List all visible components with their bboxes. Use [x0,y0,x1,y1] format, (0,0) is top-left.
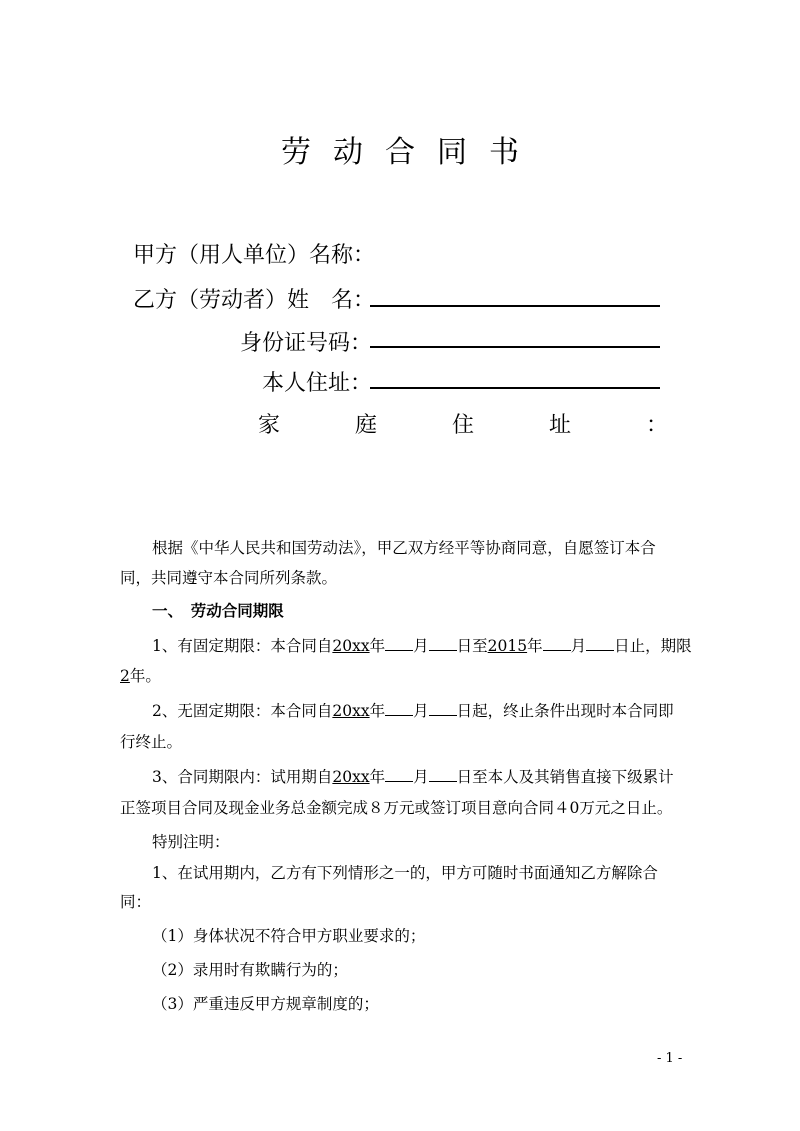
trial-line-1 [152,766,674,788]
party-b-name-blank[interactable] [370,305,660,307]
document-title: 劳动合同书 [281,135,541,170]
open-day-blank[interactable] [429,701,457,716]
fixed-suffix: 年。 [129,667,161,685]
trial-month-char: 月 [413,768,429,786]
fixed-term-line-1 [152,635,692,657]
clause-1-line-2: 同： [120,893,152,911]
fixed-until: 日至 [456,637,488,655]
id-number-label: 身份证号码： [240,331,373,356]
open-year-char: 年 [369,702,386,720]
open-month-char: 月 [413,702,429,720]
fixed-year-char: 年 [527,637,543,655]
address-blank[interactable] [370,387,660,389]
address-label: 本人住址： [262,371,373,396]
fixed-month-char: 月 [413,637,429,655]
trial-month-blank[interactable] [385,767,413,782]
home-char: 家 [258,413,281,438]
home-char: 庭 [354,413,377,438]
fixed-start-day-blank[interactable] [429,636,457,651]
trial-day-blank[interactable] [429,767,457,782]
intro-line-2: 同，共同遵守本合同所列条款。 [120,569,338,587]
section-title-term: 一、 劳动合同期限 [152,602,284,620]
home-address-label [258,408,668,439]
party-a-label: 甲方（用人单位）名称： [133,243,376,268]
fixed-end-month-blank[interactable] [543,636,571,651]
home-char: 址 [548,413,571,438]
clause-1-line-1: 1、在试用期内，乙方有下列情形之一的，甲方可随时书面通知乙方解除合 [152,864,658,882]
trial-line-2: 正签项目合同及现金业务总金额完成８万元或签订项目意向合同４0万元之日止。 [120,799,673,817]
fixed-years: 2 [120,667,130,685]
party-b-name-label: 乙方（劳动者）姓 名： [133,288,376,313]
clause-item-1: （1）身体状况不符合甲方职业要求的； [152,927,426,945]
fixed-period-text: 日止，期限 [614,637,692,655]
trial-prefix: 3、合同期限内：试用期自 [152,768,333,786]
open-term-line-2: 行终止。 [120,733,183,751]
special-note: 特别注明： [152,833,230,851]
fixed-year-char: 年 [369,637,386,655]
id-number-blank[interactable] [370,346,660,348]
clause-item-3: （3）严重违反甲方规章制度的； [152,995,379,1013]
trial-start-year: 20xx [332,768,370,786]
open-start-year: 20xx [332,702,370,720]
clause-item-2: （2）录用时有欺瞒行为的； [152,961,348,979]
home-char: ： [645,413,668,438]
fixed-term-line-2 [120,665,161,687]
intro-line-1: 根据《中华人民共和国劳动法》，甲乙双方经平等协商同意，自愿签订本合 [152,539,656,557]
fixed-prefix: 1、有固定期限：本合同自 [152,637,333,655]
trial-year-char: 年 [369,768,386,786]
fixed-end-year: 2015 [487,637,528,655]
fixed-month-char: 月 [570,637,587,655]
fixed-start-year: 20xx [332,637,370,655]
open-month-blank[interactable] [385,701,413,716]
fixed-end-day-blank[interactable] [586,636,614,651]
home-char: 住 [451,413,474,438]
open-prefix: 2、无固定期限：本合同自 [152,702,333,720]
page-number: - 1 - [657,1051,683,1066]
open-term-line-1 [152,700,674,722]
trial-line1-end: 日至本人及其销售直接下级累计 [456,768,674,786]
fixed-start-month-blank[interactable] [385,636,413,651]
open-line1-end: 日起，终止条件出现时本合同即 [456,702,674,720]
